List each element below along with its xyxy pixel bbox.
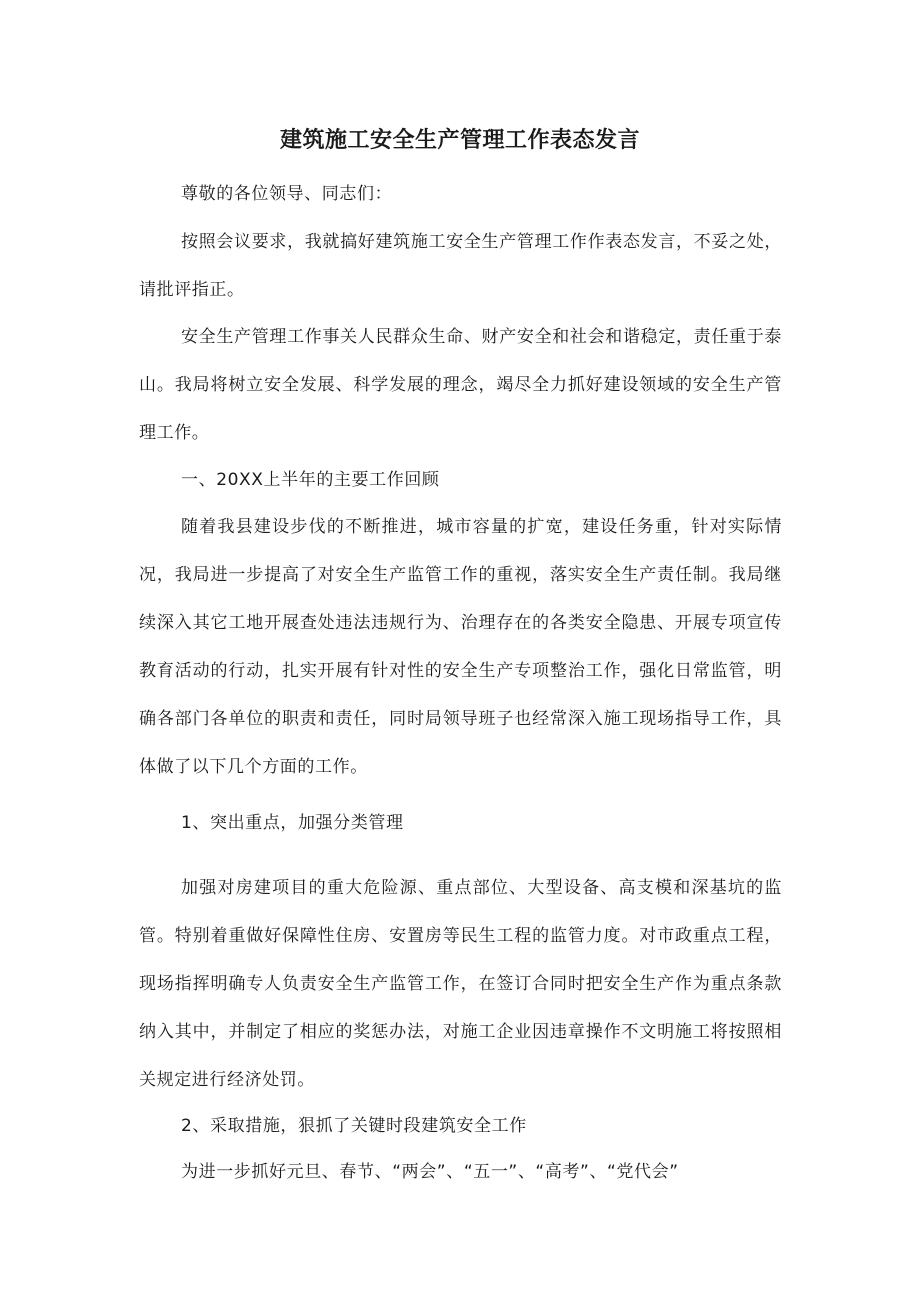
subheading-focus-classification: 1、突出重点，加强分类管理: [181, 813, 404, 833]
paragraph-safety-importance: 安全生产管理工作事关人民群众生命、财产安全和社会和谐稳定，责任重于泰山。我局将树立安全发展、科学发展的理念，竭尽全力抓好建设领域的安全生产管理工作。: [139, 327, 782, 443]
paragraph-key-periods: 为进一步抓好元旦、春节、“两会”、“五一”、“高考”、“党代会”: [181, 1162, 679, 1182]
paragraph-supervision-details: 加强对房建项目的重大危险源、重点部位、大型设备、高支模和深基坑的监管。特别着重做好保障性住房、安置房等民生工程的监管力度。对市政重点工程，现场指挥明确专人负责安全生产监管工作，在签订合同时把安全生产作为重点条款纳入其中，并制定了相应的奖惩办法，对施工企业因违章操作不文明施工将按照相关规定进行经济处罚。: [139, 878, 782, 1090]
paragraph-review-overview: 随着我县建设步伐的不断推进，城市容量的扩宽，建设任务重，针对实际情况，我局进一步提高了对安全生产监管工作的重视，落实安全生产责任制。我局继续深入其它工地开展查处违法违规行为、治理存在的各类安全隐患、开展专项宣传教育活动的行动，扎实开展有针对性的安全生产专项整治工作，强化日常监管，明确各部门各单位的职责和责任，同时局领导班子也经常深入施工现场指导工作，具体做了以下几个方面的工作。: [139, 517, 782, 777]
section-heading-review: 一、20XX上半年的主要工作回顾: [181, 470, 440, 490]
subheading-key-periods: 2、采取措施，狠抓了关键时段建筑安全工作: [181, 1116, 527, 1136]
paragraph-opening: 按照会议要求，我就搞好建筑施工安全生产管理工作作表态发言，不妥之处，请批评指正。: [139, 232, 782, 300]
document-title: 建筑施工安全生产管理工作表态发言: [279, 128, 640, 153]
salutation: 尊敬的各位领导、同志们：: [181, 184, 393, 204]
